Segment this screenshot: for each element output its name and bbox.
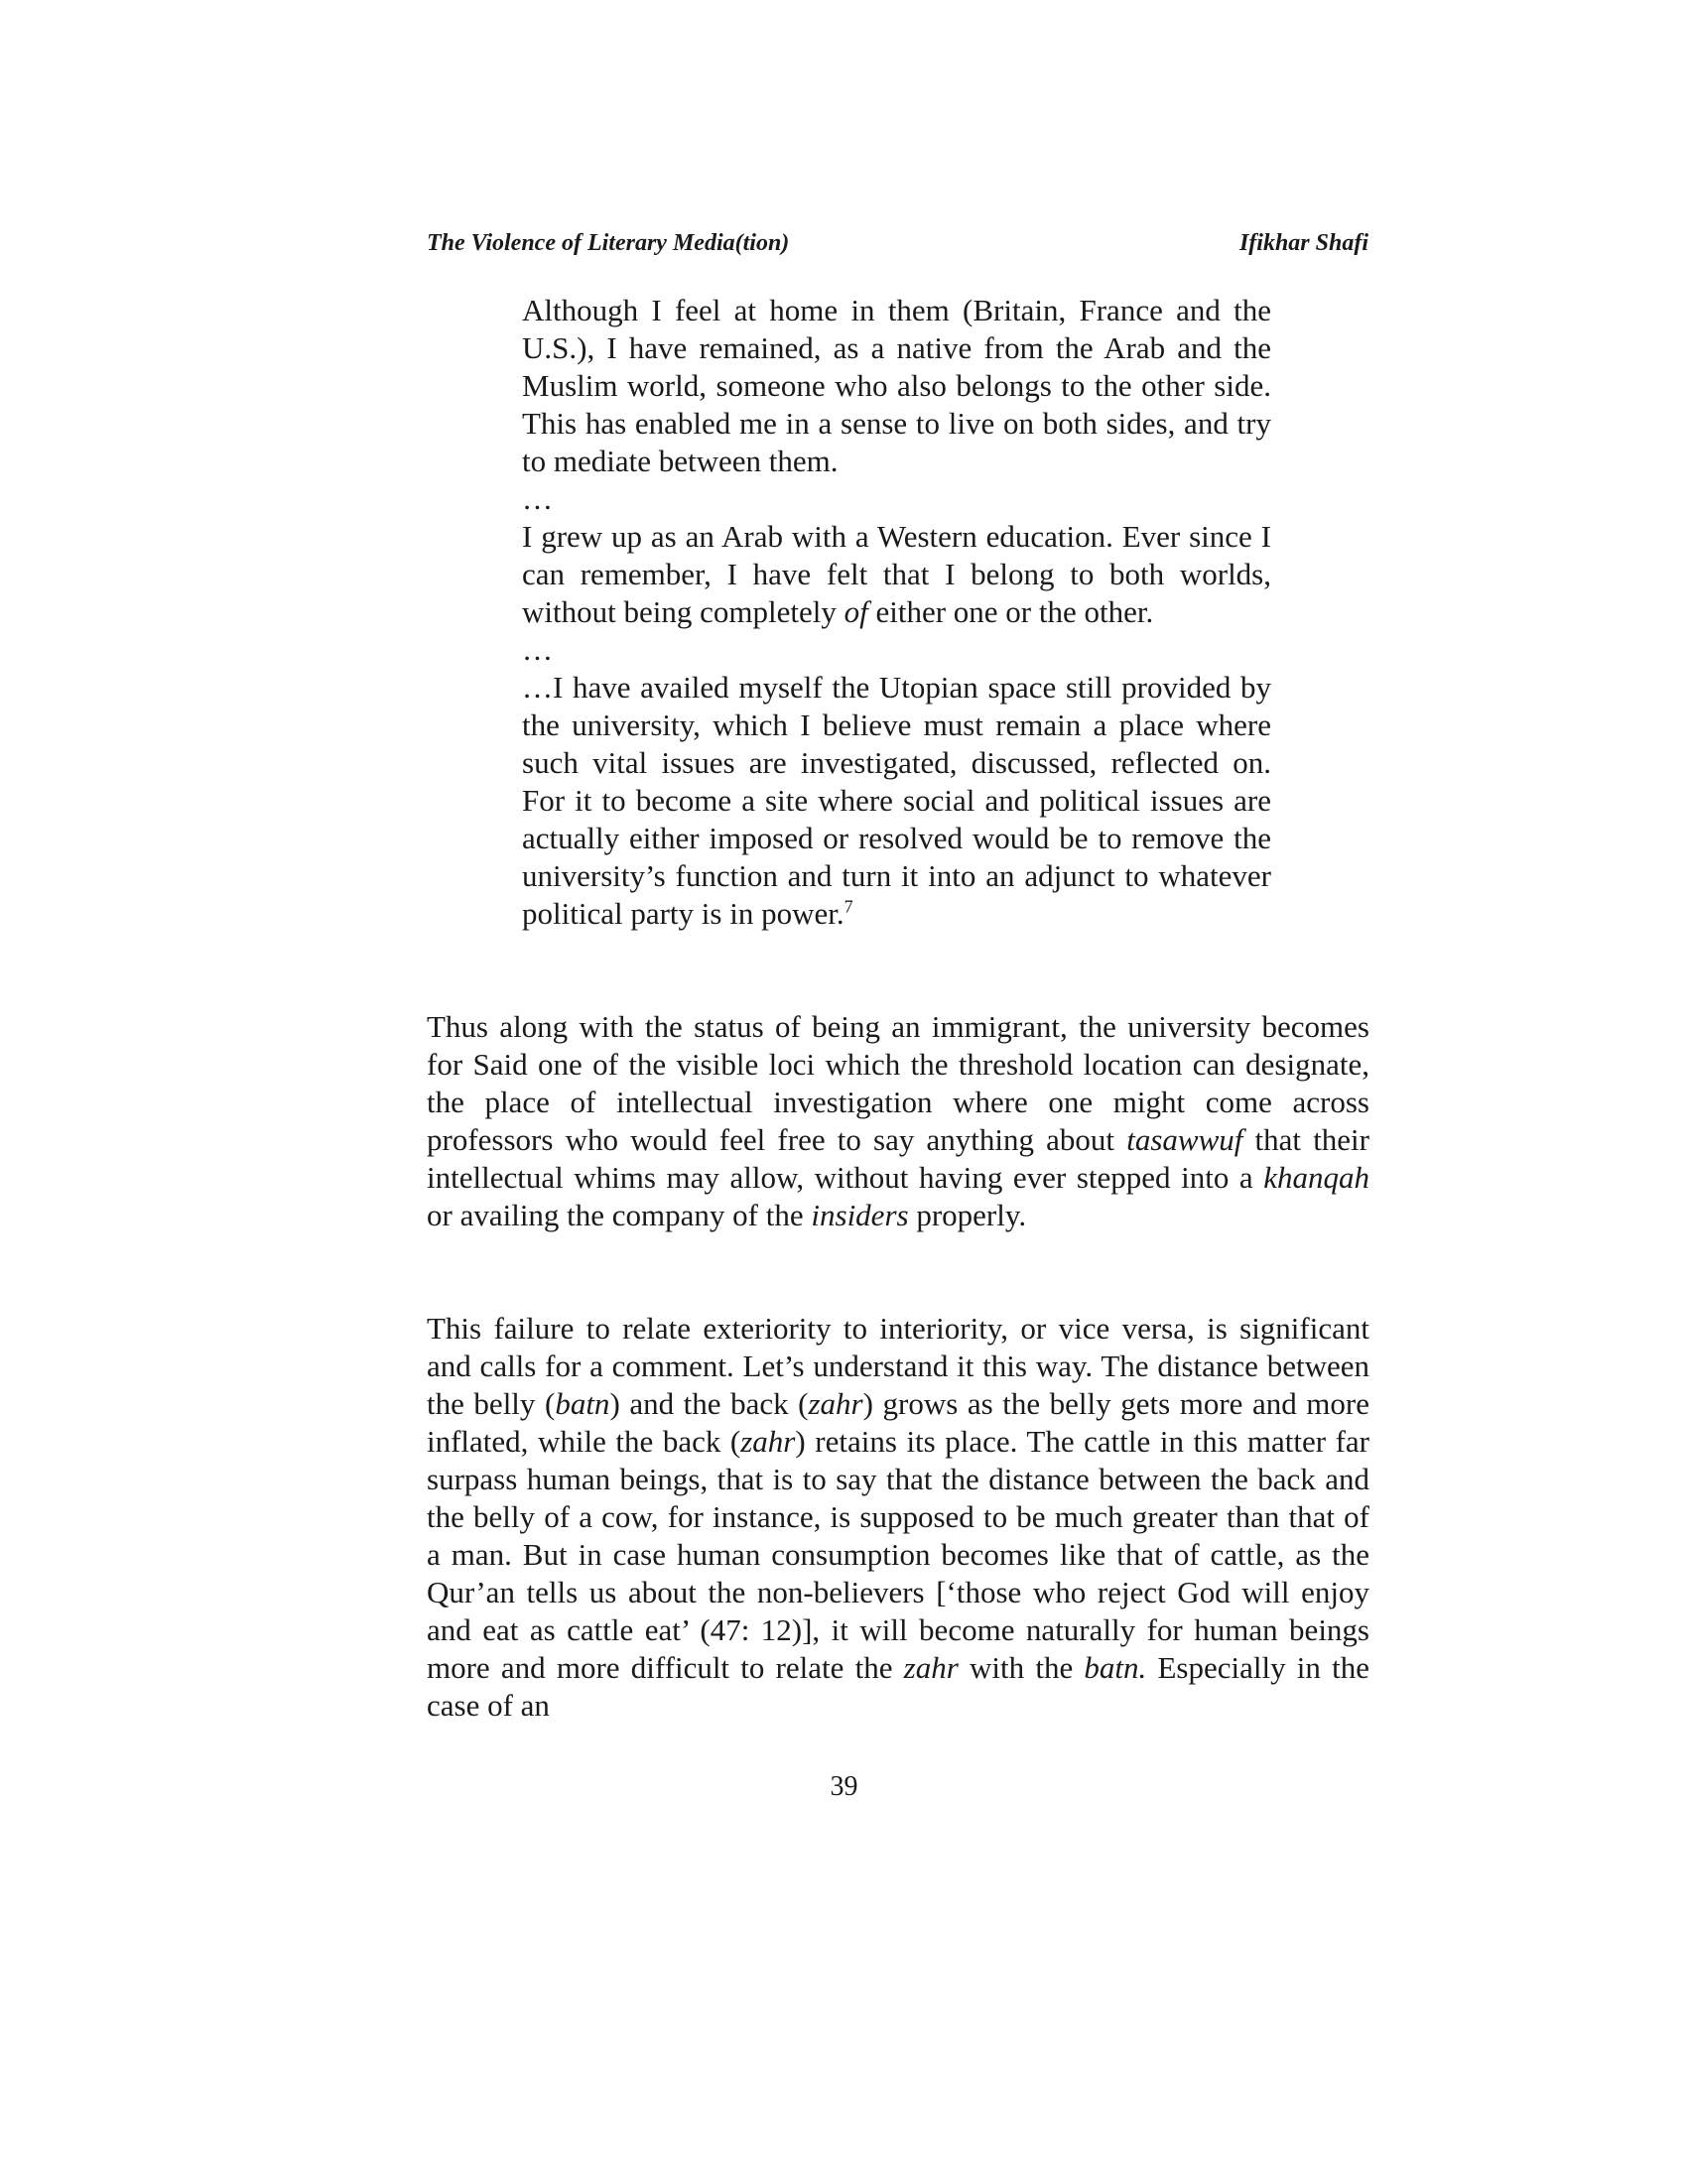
p2-text-d: ) retains its place. The cattle in this matter far surpass human beings, that is to say that the distance between the back and the belly of a cow, for instance, is supposed to be much greater than that of a man. But in case human consumption becomes like that of cattle, as the Qur’an tells us about the non-believers [‘those who reject God will enjoy and eat as cattle eat’ (47: 12)], it will become naturally for human beings more and more difficult to relate the bbox=[427, 1424, 1369, 1685]
p2-emphasis-batn-2: batn. bbox=[1084, 1650, 1147, 1685]
p1-text-b: that their intellectual whims may allow, without having ever stepped into a bbox=[427, 1122, 1369, 1195]
quote-p2-text-a: I grew up as an Arab with a Western education. Ever since I can remember, I have felt that I belong to both worlds, without being completely bbox=[522, 519, 1271, 629]
p2-text-b: ) and the back ( bbox=[609, 1386, 809, 1421]
page-number: 39 bbox=[830, 1771, 858, 1802]
quote-p3-text: …I have availed myself the Utopian space still provided by the university, which I believe must remain a place where such vital issues are investigated, discussed, reflected on. For it to become a site where social and political issues are actually either imposed or resolved would be to remove the university’s function and turn it into an adjunct to whatever political party is in power. bbox=[522, 670, 1271, 931]
quote-p2-text-b: either one or the other. bbox=[867, 594, 1154, 629]
p1-text-a: Thus along with the status of being an immigrant, the university becomes for Said one of the visible loci which the threshold location can designate, the place of intellectual investigation where one might come across professors who would feel free to say anything about bbox=[427, 1009, 1369, 1157]
p2-text-f: Especially in the case of an bbox=[427, 1650, 1369, 1723]
p2-emphasis-zahr-2: zahr bbox=[740, 1424, 796, 1459]
running-author: Ifikhar Shafi bbox=[1238, 230, 1368, 256]
p1-text-d: properly. bbox=[908, 1198, 1027, 1232]
p2-text-a: This failure to relate exteriority to interiority, or vice versa, is significant and calls for a comment. Let’s understand it this way. The distance between the belly ( bbox=[427, 1311, 1369, 1421]
quote-paragraph-2 bbox=[522, 518, 1271, 631]
p2-text-c: ) grows as the belly gets more and more inflated, while the back ( bbox=[427, 1386, 1369, 1459]
body-paragraph-2 bbox=[427, 1310, 1369, 1725]
p2-emphasis-batn: batn bbox=[555, 1386, 610, 1421]
quote-ellipsis-1: … bbox=[522, 481, 553, 516]
p2-emphasis-zahr-1: zahr bbox=[808, 1386, 863, 1421]
footnote-marker: 7 bbox=[844, 896, 853, 917]
quote-paragraph-3 bbox=[522, 669, 1271, 933]
quote-paragraph-1: Although I feel at home in them (Britain, France and the U.S.), I have remained, as a native from the Arab and the Muslim world, someone who also belongs to the other side. This has enabled me in a sense to live on both sides, and try to mediate between them. bbox=[522, 293, 1271, 478]
p1-text-c: or availing the company of the bbox=[427, 1198, 812, 1232]
quote-p2-emphasis: of bbox=[844, 594, 868, 629]
p2-text-e: with the bbox=[958, 1650, 1085, 1685]
paragraph-1-text bbox=[427, 1008, 1369, 1234]
block-quote bbox=[522, 292, 1271, 933]
body-paragraph-1 bbox=[427, 1008, 1369, 1234]
p1-emphasis-tasawwuf: tasawwuf bbox=[1126, 1122, 1243, 1157]
paragraph-2-text bbox=[427, 1310, 1369, 1725]
p1-emphasis-khanqah: khanqah bbox=[1263, 1160, 1369, 1195]
p1-emphasis-insiders: insiders bbox=[811, 1198, 909, 1232]
quote-ellipsis-2: … bbox=[522, 632, 553, 667]
p2-emphasis-zahr-3: zahr bbox=[903, 1650, 959, 1685]
running-title: The Violence of Literary Media(tion) bbox=[427, 230, 790, 256]
